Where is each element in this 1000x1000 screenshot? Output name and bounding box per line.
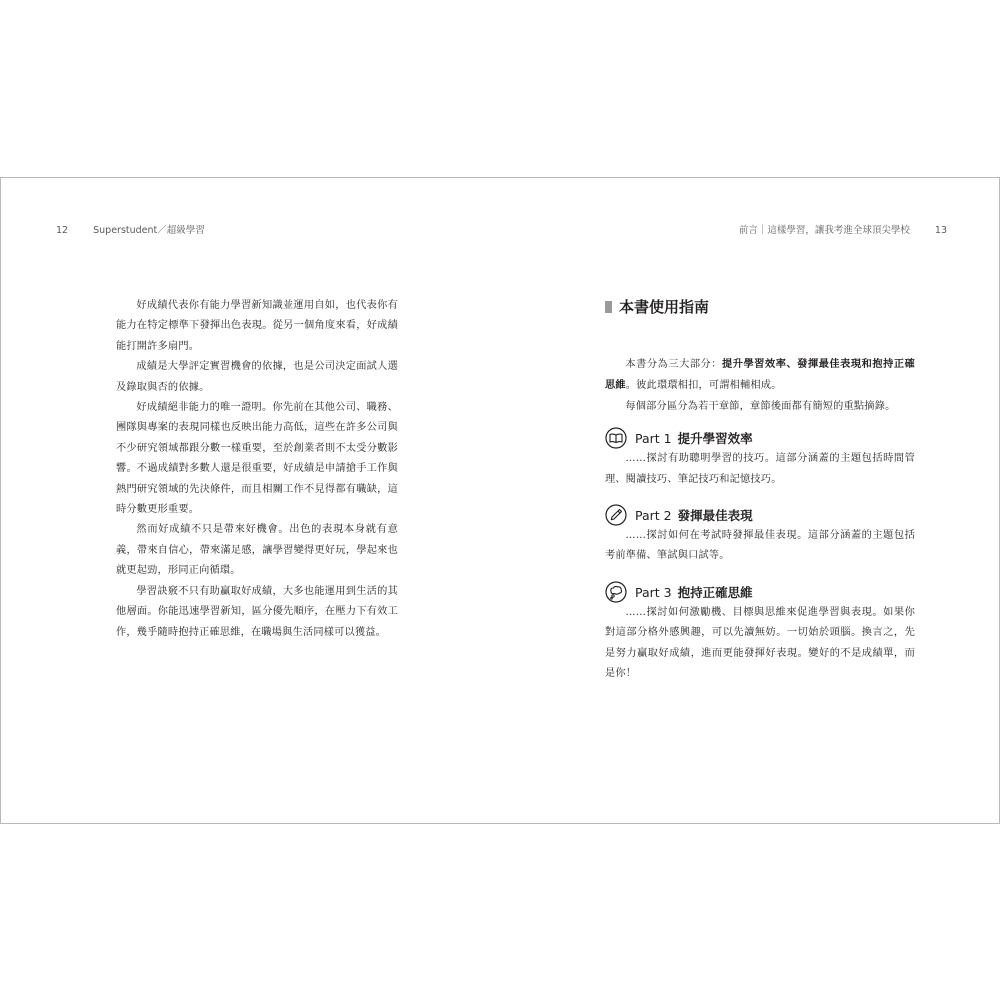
right-header-text: 前言｜這樣學習，讓我考進全球頂尖學校 [738,225,910,236]
part-section-3 [605,581,915,685]
intro-bold-parts: 提升學習效率、發揮最佳表現和抱持正確思維 [605,358,915,392]
intro-paragraph: 每個部分區分為若干章節，章節後面都有簡短的重點摘錄。 [625,400,896,412]
right-running-header [739,222,947,236]
part-title [635,583,753,601]
left-running-header [56,222,205,236]
part-name: 提升學習效率 [677,431,753,447]
open-book-icon [605,427,627,449]
guide-intro [605,354,915,417]
left-page-body [116,296,398,643]
part-number: Part 2 [635,508,672,524]
body-paragraph: 成績是大學評定實習機會的依據，也是公司決定面試人選及錄取與否的依據。 [116,361,398,393]
part-number: Part 3 [635,584,672,600]
part-heading [605,504,915,526]
part-number: Part 1 [635,431,672,447]
left-page-number: 12 [56,225,69,236]
intro-paragraph [605,354,915,397]
part-section-2 [605,504,915,567]
part-description: ……探討如何激勵機、目標與思維來促進學習與表現。如果你對這部分格外感興趣，可以先讀無妨。一切始於頭腦。換言之，先是努力贏取好成績，進而更能發揮好表現。變好的不是成績單，而是你！ [605,606,915,680]
right-page-number: 13 [934,225,947,236]
part-description: ……探討有助聰明學習的技巧。這部分涵蓋的主題包括時間管理、閱讀技巧、筆記技巧和記憶技巧。 [605,453,915,485]
heading-marker [605,301,612,313]
part-name: 抱持正確思維 [677,584,753,600]
part-heading [605,581,915,603]
part-section-1 [605,427,915,490]
intro-suffix: 。彼此環環相扣，可謂相輔相成。 [625,380,782,392]
body-paragraph: 好成績絕非能力的唯一證明。你先前在其他公司、職務、團隊與專案的表現同樣也反映出能力高低，這些在許多公司與不少研究領域都跟分數一樣重要，至於創業者則不太受分數影響。不過成績對多數人還是很重要，好成績是申請搶手工作與熱門研究領域的先決條件，而且相關工作不見得都有職缺，這時分數更形重要。 [116,402,398,516]
part-name: 發揮最佳表現 [677,508,753,524]
body-paragraph: 學習訣竅不只有助贏取好成績，大多也能運用到生活的其他層面。你能迅速學習新知，區分優先順序，在壓力下有效工作，幾乎隨時抱持正確思維，在職場與生活同樣可以獲益。 [116,585,398,638]
book-spread [0,177,1000,824]
part-heading [605,427,915,449]
thought-bubble-icon [605,581,627,603]
left-header-text: Superstudent／超級學習 [93,225,205,236]
part-title [635,506,753,524]
body-paragraph: 好成績代表你有能力學習新知識並運用自如，也代表你有能力在特定標準下發揮出色表現。從另一個角度來看，好成績能打開許多扇門。 [116,300,398,352]
part-title [635,429,753,447]
intro-prefix: 本書分為三大部分： [625,359,723,370]
guide-title-text: 本書使用指南 [619,298,710,316]
right-page-body [605,296,915,684]
pencil-icon [605,504,627,526]
part-description: ……探討如何在考試時發揮最佳表現。這部分涵蓋的主題包括考前準備、筆試與口試等。 [605,530,915,562]
body-paragraph: 然而好成績不只是帶來好機會。出色的表現本身就有意義，帶來自信心，帶來滿足感，讓學習變得更好玩，學起來也就更起勁，形同正向循環。 [116,524,398,577]
guide-heading [605,296,915,318]
